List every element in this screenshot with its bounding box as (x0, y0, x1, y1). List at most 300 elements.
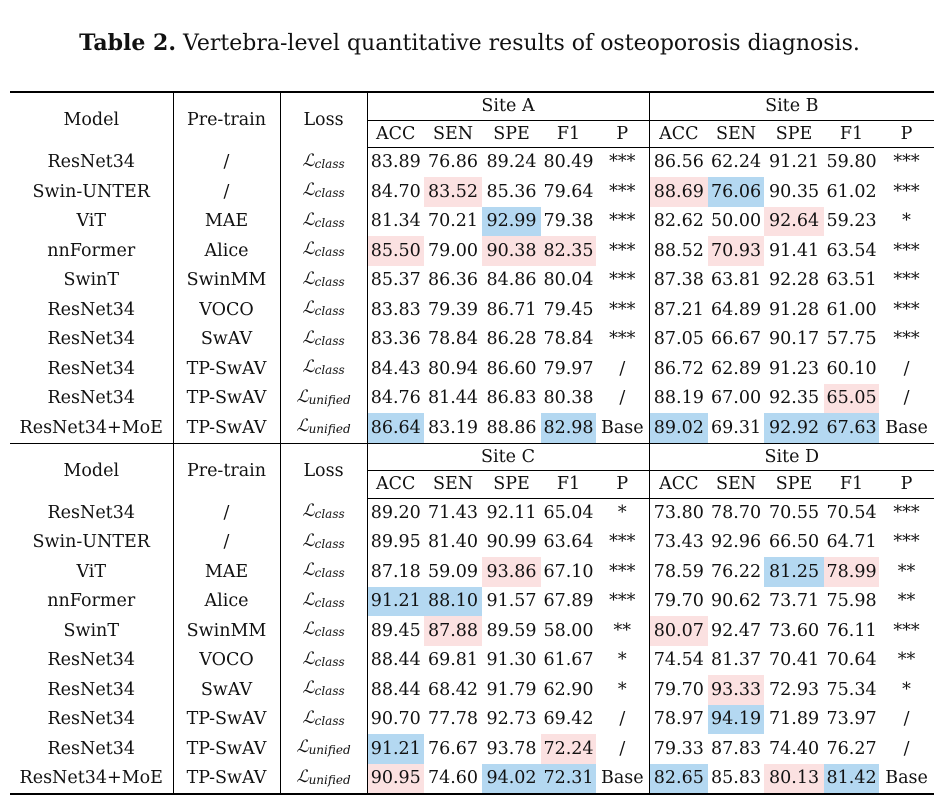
cell-value: 68.42 (427, 679, 479, 700)
cell-pretrain: TP-SwAV (173, 764, 280, 795)
cell-value: 91.57 (486, 591, 537, 611)
cell-value: 70.93 (708, 236, 764, 266)
cell-value: 93.78 (486, 738, 537, 759)
cell-value: * (902, 211, 911, 231)
cell-model: Swin-UNTER (10, 177, 173, 207)
loss-subscript: unified (308, 772, 351, 787)
cell-loss: ℒ$_{class}$ (280, 295, 367, 325)
cell-value: 71.43 (427, 502, 479, 523)
cell-value: 83.19 (427, 417, 479, 438)
table-row (10, 616, 934, 646)
cell-loss: ℒ$_{unified}$ (280, 384, 367, 414)
header-metric-p: P (879, 471, 934, 499)
cell-value: 86.36 (427, 270, 479, 290)
cell-value: 69.81 (427, 650, 479, 670)
cell-value: 81.44 (427, 388, 479, 408)
cell-value: 79.33 (653, 738, 704, 759)
cell-value: 87.21 (653, 299, 704, 320)
table-row (10, 207, 934, 237)
header-metric-acc: ACC (367, 120, 424, 148)
loss-subscript: class (314, 304, 345, 318)
table-row (10, 384, 934, 414)
cell-pretrain: SwAV (173, 675, 280, 705)
cell-value: 81.40 (427, 532, 479, 552)
cell-value: 87.38 (653, 270, 704, 290)
table-row (10, 587, 934, 617)
cell-value: 67.10 (543, 561, 594, 582)
cell-pretrain: SwinMM (173, 616, 280, 646)
cell-value: 90.99 (486, 532, 537, 552)
loss-subscript: class (314, 245, 345, 259)
cell-value: 78.59 (653, 561, 704, 582)
cell-value: * (596, 498, 649, 528)
header-metric-f1: F1 (824, 120, 879, 148)
cell-value: 62.90 (543, 679, 594, 700)
header-metric-f1: F1 (824, 471, 879, 499)
cell-value: 92.92 (764, 413, 824, 443)
header-metric-p: P (879, 120, 934, 148)
cell-value: 67.00 (710, 388, 762, 408)
cell-value: 83.52 (424, 177, 482, 207)
cell-value: 73.71 (768, 591, 820, 611)
cell-value: 78.84 (543, 329, 594, 349)
cell-model: ViT (10, 207, 173, 237)
cell-value: 70.21 (427, 211, 479, 231)
cell-value: 61.67 (543, 650, 594, 670)
cell-value: 89.24 (486, 152, 537, 173)
cell-value: 79.00 (427, 240, 479, 261)
cell-value: 76.06 (708, 177, 764, 207)
caption-label: Table 2. (79, 30, 177, 56)
cell-model: ResNet34 (10, 325, 173, 355)
header-metric-spe: SPE (764, 120, 824, 148)
cell-value: 91.23 (768, 358, 820, 379)
cell-value: 80.04 (543, 270, 594, 290)
results-table (10, 91, 934, 795)
cell-value: 84.86 (486, 270, 537, 290)
cell-value: Base (596, 764, 649, 795)
cell-model: SwinT (10, 266, 173, 296)
cell-pretrain: VOCO (173, 295, 280, 325)
cell-value: 86.28 (486, 329, 537, 349)
cell-value: 81.42 (824, 764, 879, 795)
cell-value: 81.25 (764, 557, 824, 587)
cell-value: 83.89 (370, 152, 421, 173)
cell-value: *** (596, 528, 649, 558)
cell-value: 70.54 (826, 502, 877, 523)
header-site-d: Site D (649, 443, 934, 471)
cell-value: *** (893, 502, 920, 523)
cell-value: / (903, 388, 910, 408)
cell-value: 71.89 (768, 709, 820, 729)
header-metric-sen: SEN (708, 471, 764, 499)
cell-value: 92.11 (486, 502, 537, 523)
cell-value: 79.45 (543, 299, 594, 320)
cell-loss: ℒ$_{class}$ (280, 705, 367, 735)
cell-value: 66.50 (768, 532, 820, 552)
cell-model: nnFormer (10, 236, 173, 266)
header-metric-spe: SPE (764, 471, 824, 499)
loss-subscript: class (314, 274, 345, 289)
cell-value: / (596, 384, 649, 414)
cell-value: ** (596, 616, 649, 646)
loss-subscript: class (314, 536, 345, 551)
cell-value: 92.35 (768, 388, 820, 408)
cell-value: 80.07 (649, 616, 708, 646)
cell-value: 85.36 (486, 181, 537, 202)
cell-value: 89.59 (486, 620, 537, 641)
cell-value: 62.89 (710, 358, 762, 379)
cell-value: 89.45 (370, 620, 421, 641)
cell-value: 91.79 (486, 679, 537, 700)
cell-value: 59.23 (826, 211, 877, 231)
header-loss: Loss (280, 92, 367, 148)
cell-loss: ℒ$_{class}$ (280, 354, 367, 384)
cell-value: 90.17 (768, 329, 820, 349)
cell-value: 74.54 (653, 650, 704, 670)
cell-model: Swin-UNTER (10, 528, 173, 558)
cell-value: 70.55 (768, 502, 820, 523)
cell-value: 70.64 (826, 650, 877, 670)
cell-value: 93.86 (482, 557, 541, 587)
table-row (10, 675, 934, 705)
cell-value: 63.81 (710, 270, 762, 290)
cell-value: *** (893, 270, 920, 290)
cell-value: ** (897, 561, 916, 582)
cell-value: 64.71 (826, 532, 877, 552)
cell-value: 70.41 (768, 650, 820, 670)
cell-pretrain: / (173, 177, 280, 207)
cell-value: 91.41 (768, 240, 820, 261)
table-row (10, 528, 934, 558)
cell-value: 90.95 (367, 764, 424, 795)
table-row (10, 498, 934, 528)
cell-pretrain: Alice (173, 236, 280, 266)
cell-value: 65.04 (543, 502, 594, 523)
cell-loss: ℒ$_{class}$ (280, 587, 367, 617)
cell-value: 86.72 (653, 358, 704, 379)
cell-value: * (596, 675, 649, 705)
cell-value: 88.52 (653, 240, 704, 261)
cell-value: *** (596, 236, 649, 266)
cell-value: 73.97 (826, 709, 877, 729)
cell-model: ResNet34 (10, 498, 173, 528)
loss-subscript: class (314, 566, 345, 580)
cell-value: *** (596, 207, 649, 237)
cell-value: 85.50 (367, 236, 424, 266)
cell-pretrain: TP-SwAV (173, 384, 280, 414)
cell-loss: ℒ$_{class}$ (280, 207, 367, 237)
cell-loss: ℒ$_{class}$ (280, 148, 367, 178)
loss-subscript: class (314, 625, 345, 639)
table-row (10, 557, 934, 587)
cell-value: Base (879, 764, 934, 795)
cell-value: 61.02 (826, 181, 877, 202)
cell-pretrain: Alice (173, 587, 280, 617)
cell-value: 86.60 (486, 358, 537, 379)
loss-subscript: class (314, 595, 345, 610)
cell-value: 92.64 (764, 207, 824, 237)
cell-pretrain: SwinMM (173, 266, 280, 296)
header-loss: Loss (280, 443, 367, 498)
caption-text: Vertebra-level quantitative results of osteoporosis diagnosis. (183, 31, 860, 56)
cell-value: 69.42 (543, 709, 594, 729)
cell-value: 91.30 (486, 650, 537, 670)
cell-value: 79.97 (543, 358, 594, 379)
cell-value: 72.24 (541, 734, 596, 764)
header-metric-sen: SEN (424, 120, 482, 148)
cell-value: 80.94 (427, 358, 479, 379)
cell-value: 82.62 (653, 211, 704, 231)
cell-value: 60.10 (826, 358, 877, 379)
cell-value: 63.54 (826, 240, 877, 261)
cell-loss: ℒ$_{class}$ (280, 557, 367, 587)
cell-pretrain: TP-SwAV (173, 734, 280, 764)
cell-value: Base (596, 413, 649, 443)
cell-value: 89.20 (370, 502, 421, 523)
cell-value: *** (893, 181, 920, 202)
header-model: Model (10, 92, 173, 148)
header-metric-spe: SPE (482, 471, 541, 499)
cell-value: 92.73 (486, 709, 537, 729)
cell-value: 74.60 (424, 764, 482, 795)
cell-value: 81.34 (370, 211, 421, 231)
cell-value: 65.05 (824, 384, 879, 414)
cell-value: 64.89 (710, 299, 762, 320)
cell-value: 88.44 (370, 679, 421, 700)
header-metric-f1: F1 (541, 471, 596, 499)
header-metric-acc: ACC (649, 120, 708, 148)
cell-value: / (903, 709, 910, 729)
cell-value: *** (596, 177, 649, 207)
table-row (10, 705, 934, 735)
loss-subscript: class (314, 215, 345, 230)
cell-value: 89.95 (370, 532, 421, 552)
loss-subscript: unified (308, 422, 351, 436)
cell-model: ResNet34+MoE (10, 413, 173, 443)
cell-loss: ℒ$_{class}$ (280, 528, 367, 558)
cell-value: Base (885, 417, 928, 438)
cell-value: 87.05 (653, 329, 704, 349)
cell-value: 58.00 (543, 620, 594, 641)
loss-subscript: class (314, 713, 345, 728)
loss-subscript: class (314, 363, 345, 377)
cell-value: 84.76 (370, 388, 421, 408)
table-row (10, 266, 934, 296)
loss-subscript: class (314, 684, 345, 698)
cell-value: 85.83 (708, 764, 764, 795)
cell-value: 76.27 (826, 738, 877, 759)
loss-subscript: class (314, 156, 345, 171)
cell-value: 80.38 (543, 388, 594, 408)
cell-model: ResNet34 (10, 148, 173, 178)
header-row-sites (10, 92, 934, 120)
cell-value: 87.83 (710, 738, 762, 759)
cell-value: * (596, 646, 649, 676)
cell-value: / (596, 354, 649, 384)
cell-value: 91.28 (768, 299, 820, 320)
loss-subscript: class (314, 333, 345, 348)
cell-value: 82.98 (541, 413, 596, 443)
header-metric-p: P (596, 471, 649, 499)
cell-value: 79.39 (427, 299, 479, 320)
cell-loss: ℒ$_{class}$ (280, 675, 367, 705)
cell-pretrain: / (173, 498, 280, 528)
cell-value: 67.89 (543, 591, 594, 611)
cell-value: *** (893, 299, 920, 320)
cell-loss: ℒ$_{unified}$ (280, 734, 367, 764)
cell-value: 87.18 (370, 561, 421, 582)
cell-value: 57.75 (826, 329, 877, 349)
cell-pretrain: MAE (173, 557, 280, 587)
cell-value: 90.62 (710, 591, 762, 611)
cell-model: ResNet34 (10, 705, 173, 735)
cell-value: *** (893, 532, 920, 552)
loss-subscript: class (314, 654, 345, 669)
cell-model: SwinT (10, 616, 173, 646)
cell-value: 85.37 (370, 270, 421, 290)
header-site-a: Site A (367, 92, 649, 120)
header-site-b: Site B (649, 92, 934, 120)
cell-value: 88.10 (424, 587, 482, 617)
table-row (10, 734, 934, 764)
cell-value: 94.02 (482, 764, 541, 795)
cell-pretrain: SwAV (173, 325, 280, 355)
header-metric-sen: SEN (708, 120, 764, 148)
cell-value: 80.49 (543, 152, 594, 173)
cell-value: 84.43 (370, 358, 421, 379)
cell-value: 75.34 (826, 679, 877, 700)
cell-loss: ℒ$_{unified}$ (280, 764, 367, 795)
header-pretrain: Pre-train (173, 92, 280, 148)
cell-model: ResNet34 (10, 295, 173, 325)
cell-value: 93.33 (708, 675, 764, 705)
cell-value: 82.65 (649, 764, 708, 795)
cell-value: 88.69 (649, 177, 708, 207)
cell-value: 92.28 (768, 270, 820, 290)
cell-value: 77.78 (427, 709, 479, 729)
cell-value: 59.80 (826, 152, 877, 173)
cell-value: / (596, 705, 649, 735)
cell-value: 91.21 (367, 734, 424, 764)
cell-value: 61.00 (826, 299, 877, 320)
cell-value: 86.83 (486, 388, 537, 408)
table-row (10, 646, 934, 676)
cell-value: *** (893, 152, 920, 173)
header-pretrain: Pre-train (173, 443, 280, 498)
cell-value: 59.09 (427, 561, 479, 582)
header-metric-p: P (596, 120, 649, 148)
cell-pretrain: / (173, 528, 280, 558)
cell-value: 79.70 (653, 679, 704, 700)
cell-value: 78.84 (427, 329, 479, 349)
cell-pretrain: TP-SwAV (173, 705, 280, 735)
header-metric-acc: ACC (367, 471, 424, 499)
header-metric-acc: ACC (649, 471, 708, 499)
cell-value: 94.19 (708, 705, 764, 735)
cell-value: 83.83 (370, 299, 421, 320)
table-row (10, 354, 934, 384)
table-row (10, 295, 934, 325)
cell-value: 88.44 (370, 650, 421, 670)
cell-model: ViT (10, 557, 173, 587)
cell-loss: ℒ$_{class}$ (280, 266, 367, 296)
loss-subscript: class (314, 186, 345, 200)
cell-value: 88.19 (653, 388, 704, 408)
cell-value: *** (596, 587, 649, 617)
cell-value: 79.70 (653, 591, 704, 611)
cell-value: *** (596, 148, 649, 178)
cell-value: 76.22 (710, 561, 762, 582)
header-metric-spe: SPE (482, 120, 541, 148)
cell-value: 78.70 (710, 502, 762, 523)
cell-value: 76.67 (427, 738, 479, 759)
loss-subscript: unified (308, 743, 351, 757)
cell-value: / (903, 358, 910, 379)
table-row (10, 236, 934, 266)
cell-pretrain: VOCO (173, 646, 280, 676)
table-caption (0, 30, 939, 56)
cell-model: ResNet34 (10, 646, 173, 676)
cell-value: *** (596, 557, 649, 587)
loss-subscript: class (314, 507, 345, 521)
table-body (10, 92, 934, 794)
cell-value: 92.47 (710, 620, 762, 641)
cell-value: 69.31 (710, 417, 762, 438)
cell-value: 73.43 (653, 532, 704, 552)
cell-value: / (596, 734, 649, 764)
cell-loss: ℒ$_{class}$ (280, 646, 367, 676)
cell-value: 91.21 (768, 152, 820, 173)
cell-value: 63.51 (826, 270, 877, 290)
cell-value: *** (596, 266, 649, 296)
table-row (10, 177, 934, 207)
table-row (10, 764, 934, 795)
cell-pretrain: MAE (173, 207, 280, 237)
cell-pretrain: / (173, 148, 280, 178)
header-site-c: Site C (367, 443, 649, 471)
cell-value: ** (897, 650, 916, 670)
cell-pretrain: TP-SwAV (173, 413, 280, 443)
cell-value: 66.67 (710, 329, 762, 349)
cell-value: 72.31 (541, 764, 596, 795)
cell-model: ResNet34+MoE (10, 764, 173, 795)
cell-value: ** (897, 591, 916, 611)
cell-loss: ℒ$_{class}$ (280, 325, 367, 355)
header-metric-f1: F1 (541, 120, 596, 148)
cell-value: 89.02 (649, 413, 708, 443)
cell-value: 78.99 (824, 557, 879, 587)
cell-value: 86.64 (367, 413, 424, 443)
cell-value: 72.93 (768, 679, 820, 700)
cell-value: 87.88 (424, 616, 482, 646)
cell-value: 76.86 (427, 152, 479, 173)
cell-value: *** (596, 295, 649, 325)
cell-value: 67.63 (824, 413, 879, 443)
table-row (10, 148, 934, 178)
header-metric-sen: SEN (424, 471, 482, 499)
cell-model: ResNet34 (10, 384, 173, 414)
cell-value: *** (893, 620, 920, 641)
loss-subscript: unified (308, 392, 351, 407)
cell-model: ResNet34 (10, 354, 173, 384)
cell-value: 73.60 (768, 620, 820, 641)
cell-model: nnFormer (10, 587, 173, 617)
cell-value: 63.64 (543, 532, 594, 552)
cell-value: * (902, 679, 911, 700)
cell-value: 75.98 (826, 591, 877, 611)
cell-model: ResNet34 (10, 734, 173, 764)
